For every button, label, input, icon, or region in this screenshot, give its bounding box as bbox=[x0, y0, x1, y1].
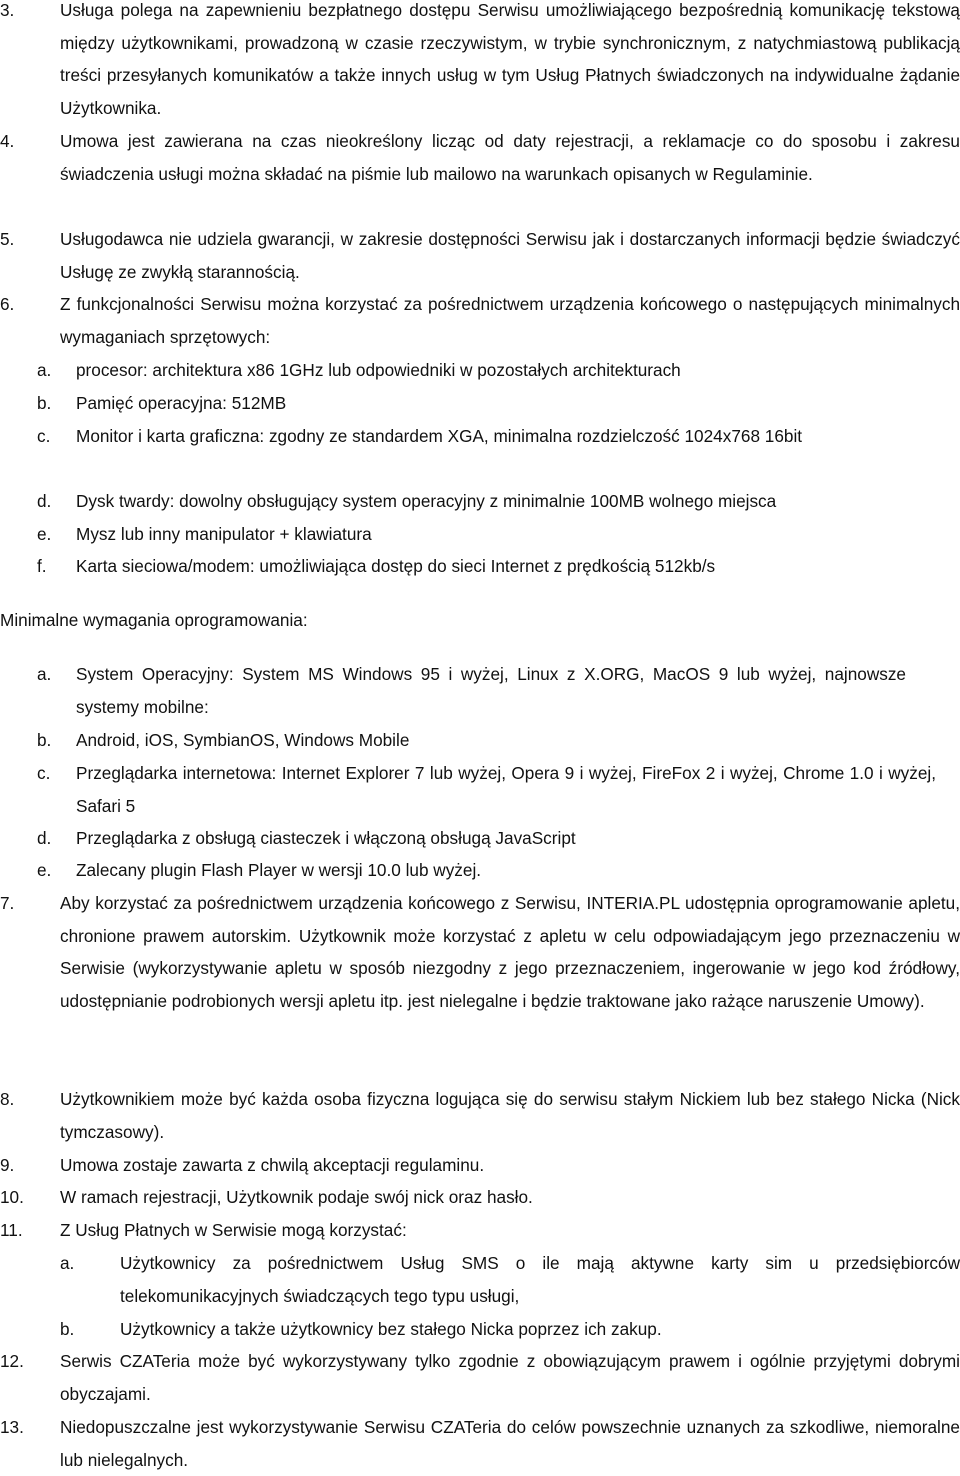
item-number: 3. bbox=[0, 0, 15, 20]
software-item-text: Zalecany plugin Flash Player w wersji 10.0 lub wyżej. bbox=[76, 860, 482, 880]
item-text: Serwis CZATeria może być wykorzystywany tylko zgodnie z obowiązującym prawem i ogólnie przyjętymi dobrymi obyczajami. bbox=[60, 1351, 960, 1404]
item-number: 13. bbox=[0, 1417, 24, 1437]
hardware-item-text: Monitor i karta graficzna: zgodny ze standardem XGA, minimalna rozdzielczość 1024x768 16bit bbox=[76, 426, 803, 446]
software-item-letter: c. bbox=[37, 763, 51, 783]
paid-item-letter: a. bbox=[60, 1253, 75, 1273]
paid-item-text: Użytkownicy a także użytkownicy bez stałego Nicka poprzez ich zakup. bbox=[120, 1319, 662, 1339]
software-item-text: Przeglądarka internetowa: Internet Explorer 7 lub wyżej, Opera 9 i wyżej, FireFox 2 i wyżej, Chrome 1.0 i wyżej, Safari 5 bbox=[76, 763, 936, 816]
hardware-item-letter: d. bbox=[37, 491, 52, 511]
item-text: Usługa polega na zapewnieniu bezpłatnego dostępu Serwisu umożliwiającego bezpośrednią komunikację tekstową między użytkownikami, prowadzoną w czasie rzeczywistym, w trybie synchronicznym, z natychmiastową publikacją treści przesyłanych komunikatów a także innych usług w tym Usług Płatnych świadczonych na indywidualne żądanie Użytkownika. bbox=[60, 0, 960, 118]
hardware-item-text: Karta sieciowa/modem: umożliwiająca dostęp do sieci Internet z prędkością 512kb/s bbox=[76, 556, 716, 576]
item-number: 6. bbox=[0, 294, 15, 314]
item-number: 12. bbox=[0, 1351, 24, 1371]
item-number: 10. bbox=[0, 1187, 24, 1207]
item-text: Usługodawca nie udziela gwarancji, w zakresie dostępności Serwisu jak i dostarczanych informacji będzie świadczyć Usługę ze zwykłą starannością. bbox=[60, 229, 960, 282]
item-text: Użytkownikiem może być każda osoba fizyczna logująca się do serwisu stałym Nickiem lub bez stałego Nicka (Nick tymczasowy). bbox=[60, 1089, 960, 1142]
item-text: Niedopuszczalne jest wykorzystywanie Serwisu CZATeria do celów powszechnie uznanych za szkodliwe, niemoralne lub nielegalnych. bbox=[60, 1417, 960, 1470]
software-item-text: Przeglądarka z obsługą ciasteczek i włączoną obsługą JavaScript bbox=[76, 828, 576, 848]
item-text: Z Usług Płatnych w Serwisie mogą korzystać: bbox=[60, 1220, 407, 1240]
item-number: 11. bbox=[0, 1220, 23, 1240]
hardware-item-text: Pamięć operacyjna: 512MB bbox=[76, 393, 287, 413]
item-number: 8. bbox=[0, 1089, 15, 1109]
item-number: 9. bbox=[0, 1155, 15, 1175]
software-item-letter: e. bbox=[37, 860, 52, 880]
hardware-item-letter: c. bbox=[37, 426, 51, 446]
software-item-letter: d. bbox=[37, 828, 52, 848]
item-text: Aby korzystać za pośrednictwem urządzenia końcowego z Serwisu, INTERIA.PL udostępnia oprogramowanie apletu, chronione prawem autorskim. Użytkownik może korzystać z apletu w celu odpowiadającym jego przeznaczeniu w Serwisie (wykorzystywanie apletu w sposób niezgodny z jego przeznaczeniem, ingerowanie w jego kod źródłowy, udostępnianie podrobionych wersji apletu itp. jest nielegalne i będzie traktowane jako rażące naruszenie Umowy). bbox=[60, 893, 960, 1011]
item-number: 7. bbox=[0, 893, 15, 913]
item-text: Z funkcjonalności Serwisu można korzystać za pośrednictwem urządzenia końcowego o następujących minimalnych wymaganiach sprzętowych: bbox=[60, 294, 960, 347]
hardware-item-text: Dysk twardy: dowolny obsługujący system operacyjny z minimalnie 100MB wolnego miejsca bbox=[76, 491, 777, 511]
item-number: 4. bbox=[0, 131, 15, 151]
hardware-item-text: Mysz lub inny manipulator + klawiatura bbox=[76, 524, 372, 544]
software-item-letter: b. bbox=[37, 730, 52, 750]
software-item-letter: a. bbox=[37, 664, 52, 684]
software-item-text: Android, iOS, SymbianOS, Windows Mobile bbox=[76, 730, 410, 750]
paid-item-text: Użytkownicy za pośrednictwem Usług SMS o ile mają aktywne karty sim u przedsiębiorców telekomunikacyjnych świadczących tego typu usługi, bbox=[120, 1253, 960, 1306]
hardware-item-letter: f. bbox=[37, 556, 47, 576]
hardware-item-text: procesor: architektura x86 1GHz lub odpowiedniki w pozostałych architekturach bbox=[76, 360, 681, 380]
item-number: 5. bbox=[0, 229, 15, 249]
item-text: Umowa zostaje zawarta z chwilą akceptacji regulaminu. bbox=[60, 1155, 485, 1175]
hardware-item-letter: e. bbox=[37, 524, 52, 544]
software-item-text: System Operacyjny: System MS Windows 95 i wyżej, Linux z X.ORG, MacOS 9 lub wyżej, najnowsze systemy mobilne: bbox=[76, 664, 906, 717]
item-text: Umowa jest zawierana na czas nieokreślony licząc od daty rejestracji, a reklamacje co do sposobu i zakresu świadczenia usługi można składać na piśmie lub mailowo na warunkach opisanych w Regulaminie. bbox=[60, 131, 960, 184]
paid-item-letter: b. bbox=[60, 1319, 75, 1339]
hardware-item-letter: a. bbox=[37, 360, 52, 380]
item-text: W ramach rejestracji, Użytkownik podaje swój nick oraz hasło. bbox=[60, 1187, 533, 1207]
software-requirements-heading: Minimalne wymagania oprogramowania: bbox=[0, 610, 308, 630]
hardware-item-letter: b. bbox=[37, 393, 52, 413]
